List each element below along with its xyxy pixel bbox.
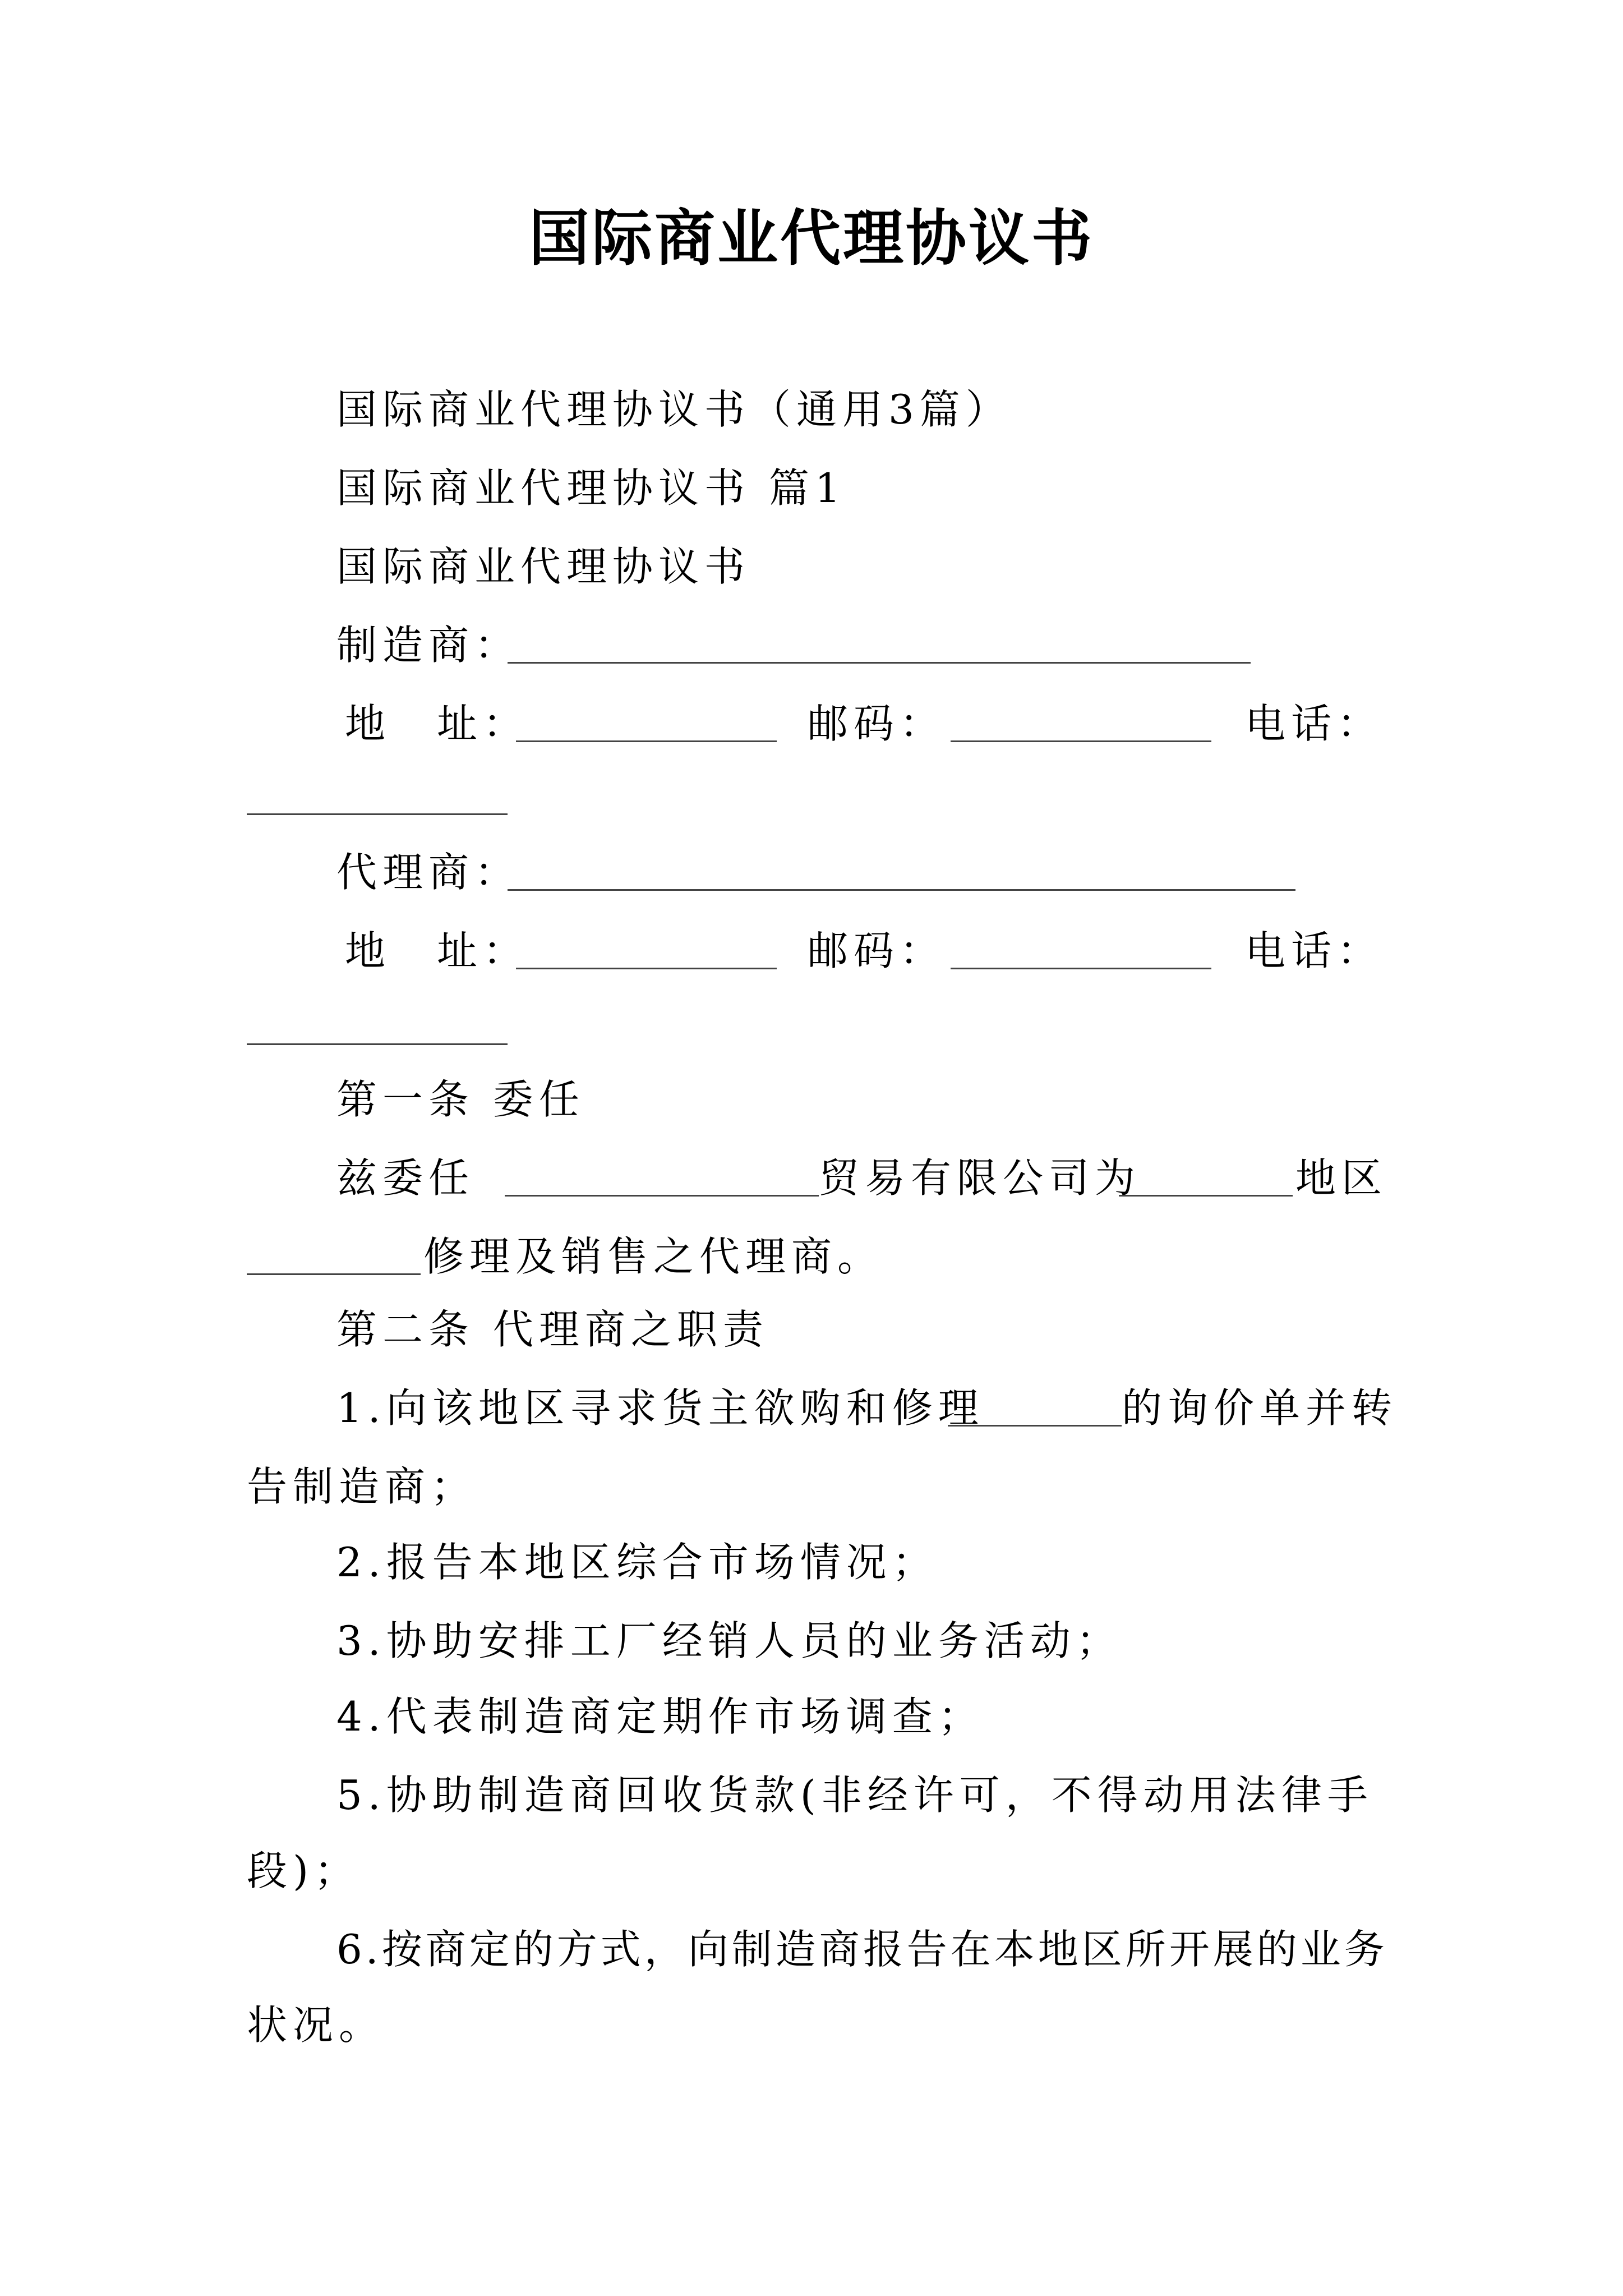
article1-part2: 贸易有限公司为 [819, 1154, 1141, 1202]
subtitle: 国际商业代理协议书（通用3篇） [336, 386, 1012, 433]
agent-blank [508, 889, 1295, 891]
article1-part1: 兹委任 [336, 1154, 475, 1202]
item1-part1: 1.向该地区寻求货主欲购和修理 [336, 1384, 984, 1432]
manufacturer-blank [508, 662, 1251, 664]
item6-part1: 6.按商定的方式，向制造商报告在本地区所开展的业务 [336, 1926, 1388, 1973]
agent-address-blank [516, 968, 777, 969]
article1-title: 第一条 委任 [336, 1076, 585, 1123]
document-title: 国际商业代理协议书 [528, 203, 1094, 274]
manufacturer-address-blank [516, 740, 777, 742]
item3: 3.协助安排工厂经销人员的业务活动； [336, 1617, 1122, 1664]
item4: 4.代表制造商定期作市场调查； [336, 1693, 984, 1740]
article2-title: 第二条 代理商之职责 [336, 1306, 769, 1353]
item6-part2: 状况。 [247, 2001, 385, 2049]
manufacturer-address-label: 地 址： [345, 700, 529, 747]
agent-phone-blank [247, 1043, 508, 1045]
section-heading: 国际商业代理协议书 篇1 [336, 464, 846, 512]
item2: 2.报告本地区综合市场情况； [336, 1539, 938, 1586]
manufacturer-phone-label: 电话： [1245, 700, 1384, 747]
agent-label: 代理商： [336, 849, 521, 896]
agent-address-label: 地 址： [345, 927, 529, 974]
item1-product-blank [948, 1425, 1122, 1427]
article1-part4: 修理及销售之代理商。 [423, 1233, 884, 1280]
item1-part2: 的询价单并转 [1122, 1384, 1398, 1432]
item1-part3: 告制造商； [247, 1463, 477, 1510]
article1-company-blank [505, 1195, 819, 1197]
agent-postcode-blank [951, 968, 1211, 969]
item5-part1: 5.协助制造商回收货款(非经许可，不得动用法律手 [336, 1772, 1373, 1819]
item5-part2: 段)； [247, 1847, 361, 1894]
article1-part3: 地区 [1295, 1154, 1388, 1202]
article1-region-blank [1119, 1195, 1293, 1197]
agent-phone-label: 电话： [1245, 927, 1384, 974]
manufacturer-label: 制造商： [336, 622, 521, 669]
manufacturer-phone-blank [247, 813, 508, 815]
article1-product-blank [247, 1273, 421, 1275]
doc-name: 国际商业代理协议书 [336, 543, 751, 590]
manufacturer-postcode-blank [951, 740, 1211, 742]
manufacturer-postcode-label: 邮码： [808, 700, 946, 747]
agent-postcode-label: 邮码： [808, 927, 946, 974]
